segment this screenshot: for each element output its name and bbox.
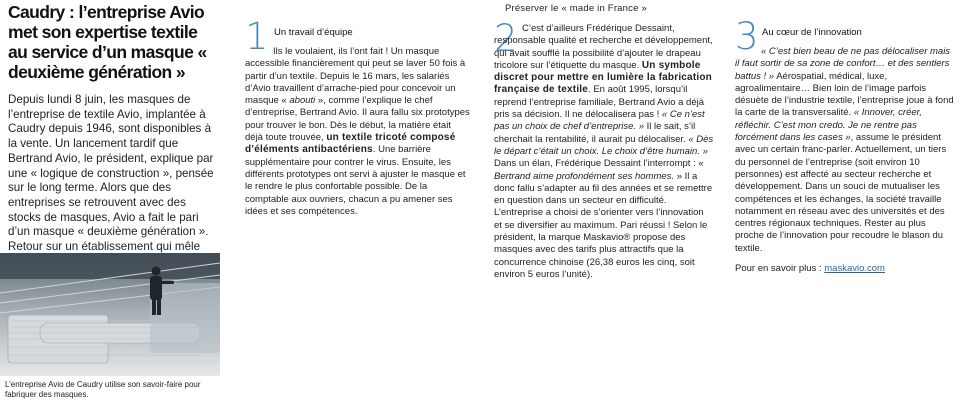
section-3-column	[735, 46, 955, 274]
highlight: Un symbole discret pour mettre en lumière la fabrication française de textile	[494, 59, 712, 96]
emphasis: abouti	[289, 95, 316, 107]
section-title-3: Au cœur de l’innovation	[762, 27, 862, 38]
section-number-2: 2	[494, 17, 518, 60]
section-3-text: « C’est bien beau de ne pas délocaliser mais il faut sortir de sa zone de confort… et des sentiers battus ! » Aérospatial, médical, luxe, agroalimentaire… Bien loin de l’image parfois désuète de l’industrie textile, l’entreprise joue à fond la carte de la transversalité. « Innover, créer, réfléchir. C’est mon credo. Je ne rentre pas forcément dans les cases », assume le président avec un certain franc-parler. Actuellement, un tiers du personnel de l’entreprise (soit environ 10 personnes) est affecté au secteur recherche et développement. Dans un souci de mutualiser les compétences et les échanges, la société travaille notamment en réseau avec des universités et des centres régionaux techniques. Rester au plus proche de l’innovation pour recoudre le blason du textile.	[735, 46, 954, 254]
photo-caption: L’entreprise Avio de Caudry utilise son savoir-faire pour fabriquer des masques.	[5, 380, 201, 399]
factory-photo-illustration	[0, 253, 220, 376]
section-1-text: Ils le voulaient, ils l’ont fait ! Un masque accessible financièrement qui peut se laver 50 fois à partir d’un textile. Depuis le 16 mars, les salariés d’Avio travaillent d’arrache-pied pour concevoir un masque « abouti », comme l’explique le chef d’entreprise, Bertrand Avio. Il aura fallu six prototypes pour trouver le bon. Dès le début, la matière était déjà toute trouvée, un textile tricoté composé d’éléments antibactériens. Une barrière supplémentaire pour contrer le virus. Ensuite, les différents prototypes ont servi à ajuster le masque et le rendre le plus confortable possible. De la comptable aux ouvriers, chacun a pu amener ses idées et ses compétences.	[245, 46, 470, 217]
highlight: un textile tricoté composé d’éléments antibactériens	[245, 132, 456, 156]
quote: « C’est bien beau de ne pas délocaliser mais il faut sortir de sa zone de confort… et des sentiers battus ! »	[735, 46, 951, 82]
quote: Bertrand aime profondément ses hommes.	[494, 170, 675, 182]
section-2-column	[494, 23, 714, 281]
lead-column	[8, 0, 218, 269]
section-title-1: Un travail d’équipe	[274, 27, 353, 38]
quote: « Innover, créer, réfléchir. C’est mon credo. Je ne rentre pas forcément dans les cases »	[735, 107, 922, 144]
section-2-text: C’est d’ailleurs Frédérique Dessaint, responsable qualité et recherche et développement, qui avait soufflé la possibilité d’ajouter le drapeau tricolore sur l’étiquette du masque. Un symbole discret pour mettre en lumière la fabrication française de textile. En août 1995, lorsqu’il reprend l’entreprise familiale, Bertrand Avio a déjà pris sa décision. Il ne délocalisera pas ! « Ce n’est pas un choix de chef d’entreprise. » Il le sait, s’il cherchait la rentabilité, il aurait pu délocaliser. « Dès le départ c’était un choix. Le choix d’être humain. » Dans un élan, Frédérique Dessaint l’interrompt : « Bertrand aime profondément ses hommes. » Il a donc fallu s’adapter au fil des années et se remettre en question dans un secteur en difficulté. L’entreprise a choisi de s’orienter vers l’innovation et se diversifier au maximum. Pari réussi ! Selon le président, la marque Maskavio® propose des masques avec des tarifs plus attractifs que la concurrence chinoise (26,38 euros les cinq, soit environ 5 euros l’unité).	[494, 23, 714, 280]
maskavio-link[interactable]: maskavio.com	[824, 263, 885, 275]
quote: « Dès le départ c’était un choix. Le choix d’être humain. »	[494, 133, 714, 157]
article-headline: Caudry : l’entreprise Avio met son expertise textile au service d’un masque « deuxième génération »	[8, 2, 207, 82]
factory-photo	[0, 253, 220, 376]
section-1-column	[245, 46, 470, 218]
section-kicker: Préserver le « made in France »	[505, 3, 647, 14]
article-lede: Depuis lundi 8 juin, les masques de l’entreprise de textile Avio, implantée à Caudry depuis 1946, sont disponibles à la vente. Un lancement tardif que Bertrand Avio, le président, explique par une « logique de construction », pensée sur le long terme. Alors que des entreprises se retrouvent avec des stocks de masques, Avio a fait le pari d’un masque « deuxième génération ». Retour sur un établissement qui mêle	[8, 93, 214, 254]
section-number-1: 1	[245, 15, 269, 58]
section-number-3: 3	[735, 15, 759, 58]
more-info: Pour en savoir plus : maskavio.com	[735, 263, 885, 275]
quote: « Ce n’est pas un choix de chef d’entreprise. »	[494, 109, 705, 133]
